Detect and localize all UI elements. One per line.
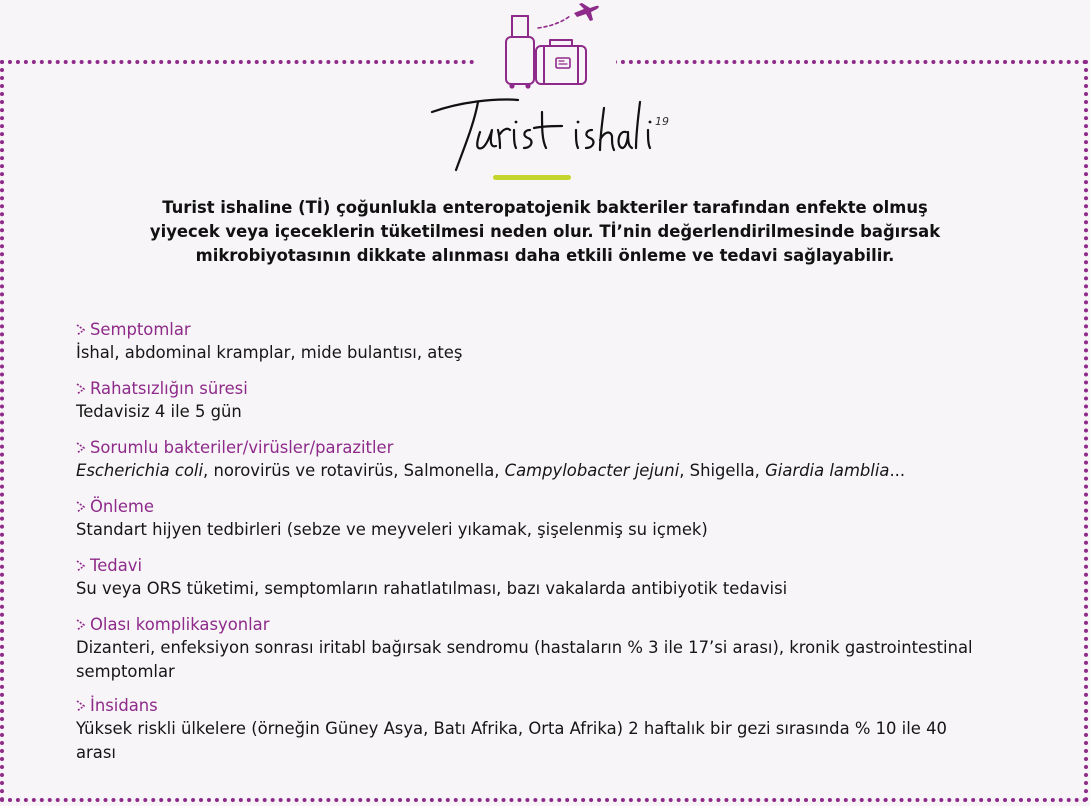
section-heading bbox=[76, 694, 1036, 717]
arrow-bullet-icon bbox=[76, 501, 85, 513]
section-heading bbox=[76, 495, 1036, 518]
section-heading-label: Tedavi bbox=[90, 556, 143, 575]
section-sure bbox=[76, 377, 1036, 424]
section-heading-label: Olası komplikasyonlar bbox=[90, 615, 270, 634]
section-text-line: semptomlar bbox=[76, 662, 175, 681]
section-heading bbox=[76, 377, 1036, 400]
section-text-line: Dizanteri, enfeksiyon sonrası iritabl bağırsak sendromu (hastaların % 3 ile 17’si arası), kronik gastrointestinal bbox=[76, 638, 973, 657]
arrow-bullet-icon bbox=[76, 560, 85, 572]
section-heading bbox=[76, 613, 1036, 636]
section-semptomlar bbox=[76, 318, 1036, 365]
section-text: Standart hijyen tedbirleri (sebze ve meyveleri yıkamak, şişelenmiş su içmek) bbox=[76, 520, 708, 539]
arrow-bullet-icon bbox=[76, 442, 85, 454]
arrow-bullet-icon bbox=[76, 700, 85, 712]
section-text: Tedavisiz 4 ile 5 gün bbox=[76, 402, 242, 421]
section-heading-label: Semptomlar bbox=[90, 320, 191, 339]
arrow-bullet-icon bbox=[76, 324, 85, 336]
pathogen-name: Escherichia coli bbox=[76, 461, 204, 480]
section-text: Su veya ORS tüketimi, semptomların rahatlatılması, bazı vakalarda antibiyotik tedavisi bbox=[76, 579, 788, 598]
arrow-bullet-icon bbox=[76, 619, 85, 631]
section-heading-label: İnsidans bbox=[90, 696, 158, 715]
section-text bbox=[76, 459, 1036, 483]
section-onleme bbox=[76, 495, 1036, 542]
intro-line: yiyecek veya içeceklerin tüketilmesi neden olur. Tİ’nin değerlendirilmesinde bağırsak bbox=[149, 222, 941, 241]
title-footnote: 19 bbox=[655, 115, 669, 128]
intro-line: mikrobiyotasının dikkate alınması daha etkili önleme ve tedavi sağlayabilir. bbox=[195, 246, 895, 265]
section-text-line: Yüksek riskli ülkelere (örneğin Güney Asya, Batı Afrika, Orta Afrika) 2 haftalık bir gezi sırasında % 10 ile 40 bbox=[76, 719, 947, 738]
section-sorumlu bbox=[76, 436, 1036, 483]
section-heading-label: Sorumlu bakteriler/virüsler/parazitler bbox=[90, 438, 394, 457]
pathogen-name: Campylobacter jejuni bbox=[504, 461, 680, 480]
intro-line: Turist ishaline (Tİ) çoğunlukla enteropatojenik bakteriler tarafından enfekte olmuş bbox=[162, 198, 928, 217]
section-heading-label: Önleme bbox=[90, 497, 154, 516]
section-komplikasyonlar bbox=[76, 613, 1036, 684]
section-heading bbox=[76, 554, 1036, 577]
text-segment: ... bbox=[889, 461, 906, 480]
title-underline bbox=[493, 175, 571, 180]
text-segment: , Shigella, bbox=[679, 461, 766, 480]
intro-paragraph bbox=[100, 196, 990, 268]
section-text: İshal, abdominal kramplar, mide bulantısı, ateş bbox=[76, 343, 463, 362]
section-heading bbox=[76, 318, 1036, 341]
travel-luggage-airplane-icon bbox=[476, 0, 616, 96]
section-text-line: arası bbox=[76, 743, 116, 762]
page-title bbox=[420, 88, 680, 188]
arrow-bullet-icon bbox=[76, 383, 85, 395]
pathogen-name: Giardia lamblia bbox=[765, 461, 890, 480]
section-heading-label: Rahatsızlığın süresi bbox=[90, 379, 248, 398]
section-heading bbox=[76, 436, 1036, 459]
text-segment: , norovirüs ve rotavirüs, Salmonella, bbox=[203, 461, 505, 480]
section-tedavi bbox=[76, 554, 1036, 601]
info-sections bbox=[76, 318, 1036, 765]
section-insidans bbox=[76, 694, 1036, 765]
